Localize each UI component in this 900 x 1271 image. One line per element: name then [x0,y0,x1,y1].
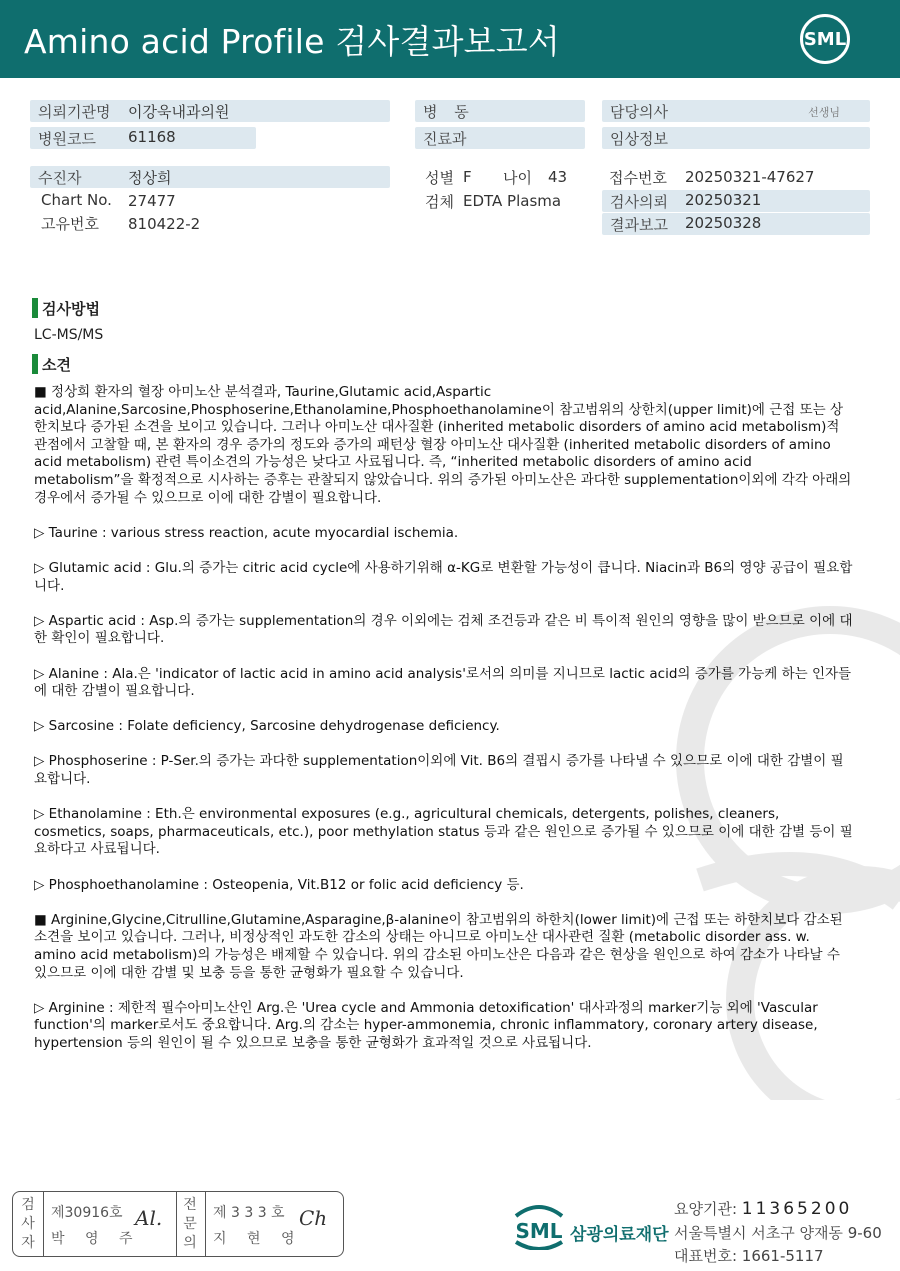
findings-heading: 소견 [32,354,71,374]
hospital-code-value: 61168 [128,128,176,146]
unique-no-label: 고유번호 [41,215,99,233]
org-code-line [674,1198,852,1219]
sml-logo-icon [800,14,850,64]
findings-paragraph: ▷ Ethanolamine : Eth.은 environmental exposures (e.g., agricultural chemicals, detergents, polishes, cleaners, cosmetics, soaps, pharmaceuticals, etc.), poor methylation status 등과 같은 원인으로 증가될 수 있으므로 이에 대한 감별 등이 필요하다고 사료됩니다. [34,806,853,858]
specialist-license: 제 3 3 3 호 [213,1205,285,1221]
clinical-info-label: 임상정보 [610,130,668,148]
request-date-field [602,190,870,212]
chart-no-value: 27477 [128,192,176,210]
examiner-license: 제30916호 [51,1205,123,1221]
report-date-field [602,213,870,235]
request-date-value: 20250321 [685,191,762,209]
findings-paragraph: ▷ Phosphoethanolamine : Osteopenia, Vit.B12 or folic acid deficiency 등. [34,876,524,893]
doctor-suffix: 선생님 [808,106,840,119]
findings-paragraph: ▷ Phosphoserine : P-Ser.의 증가는 과다한 supplementation이외에 Vit. B6의 결핍시 증가를 나타낼 수 있으므로 이에 대한 감별이 필요합니다. [34,753,844,788]
findings-body [34,384,854,1053]
patient-value: 정상희 [128,169,172,187]
receipt-no-label: 접수번호 [609,169,667,187]
examiner-title-char: 검 [21,1197,35,1213]
findings-paragraph: ▷ Taurine : various stress reaction, acute myocardial ischemia. [34,524,459,541]
request-date-label: 검사의뢰 [610,193,668,211]
institution-label: 의뢰기관명 [38,103,111,121]
specialist-signature: Ch [299,1206,328,1230]
findings-paragraph: ■ 정상희 환자의 혈장 아미노산 분석결과, Taurine,Glutamic acid,Aspartic acid,Alanine,Sarcosine,Phosphoserine,Ethanolamine,Phosphoethanolamine이 참고범위의 상한치(upper limit)에 근접 또는 상한치보다 증가된 소견을 보이고 있습니다. 그러나 아미노산 대사질환 (inherited metabolic disorders of amino acid metabolism)적 관점에서 고찰할 때, 본 환자의 경우 증가의 정도와 증가의 패턴상 혈장 아미노산 대사질환 (inherited metabolic disorders of amino acid metabolism) 관련 특이소견의 가능성은 낮다고 사료됩니다. 즉, “inherited metabolic disorders of amino acid metabolism”을 확정적으로 시사하는 증후는 관찰되지 않았습니다. 위의 증가된 아미노산은 과다한 supplementation이외에 각각 아래의 경우에서 증가될 수 있으므로 이에 대한 감별이 필요합니다. [34,384,852,506]
department-label: 진료과 [423,130,467,148]
report-header [0,0,900,78]
sml-foundation-logo-icon [510,1202,568,1250]
age-label: 나이 [503,169,532,187]
specialist-title-char: 전 [183,1197,197,1213]
org-phone-line [674,1245,824,1266]
org-phone-label: 대표번호: [674,1247,738,1265]
org-phone: 1661-5117 [741,1247,824,1265]
sex-value: F [463,168,472,186]
divider [205,1192,206,1256]
org-code: 11365200 [741,1199,853,1219]
report-date-value: 20250328 [685,214,762,232]
examiner-title-char: 사 [21,1216,35,1232]
examiner-signature: Al. [135,1206,163,1230]
patient-label: 수진자 [38,169,82,187]
logo-text: SML [803,29,847,50]
examiner-title [17,1196,39,1253]
findings-paragraph: ▷ Glutamic acid : Glu.의 증가는 citric acid cycle에 사용하기위해 α-KG로 변환할 가능성이 큽니다. Niacin과 B6의 영양 공급이 필요합니다. [34,559,853,594]
doctor-label: 담당의사 [610,103,668,121]
findings-paragraph: ▷ Arginine : 제한적 필수아미노산인 Arg.은 'Urea cycle and Ammonia detoxification' 대사과정의 marker기능 외에 'Vascular function'의 marker로서도 중요합니다. Arg.의 감소는 hyper-ammonemia, chronic inflammatory, coronary artery disease, hypertension 등의 원인이 될 수 있으므로 보충을 통한 균형화가 효과적일 것으로 사료됩니다. [34,999,818,1051]
department-field [415,127,585,149]
method-value: LC-MS/MS [34,327,104,343]
report-title: Amino acid Profile 검사결과보고서 [24,22,560,61]
examiner-title-char: 자 [21,1235,35,1251]
org-code-label: 요양기관: [674,1200,738,1218]
ward-label: 병 동 [423,103,475,121]
clinical-info-field [602,127,870,149]
org-logo-text: SML [515,1219,563,1243]
chart-no-label: Chart No. [41,191,112,209]
findings-paragraph: ▷ Sarcosine : Folate deficiency, Sarcosine dehydrogenase deficiency. [34,718,500,735]
specialist-title-char: 문 [183,1216,197,1232]
divider [176,1192,177,1256]
patient-field [30,166,390,188]
findings-paragraph: ■ Arginine,Glycine,Citrulline,Glutamine,Asparagine,β-alanine이 참고범위의 하한치(lower limit)에 근접 또는 하한치보다 감소된 소견을 보이고 있습니다. 그러나, 비정상적인 과도한 감소의 상태는 아니므로 아미노산 대사관련 질환 (metabolic disorder ass. w. amino acid metabolism)의 가능성은 배제할 수 있습니다. 위의 감소된 아미노산은 다음과 같은 현상을 원인으로 하여 감소가 나타날 수 있으므로 이에 대한 감별 및 보충 등을 통한 균형화가 필요할 수 있습니다. [34,911,843,981]
method-heading: 검사방법 [32,298,100,318]
receipt-no-value: 20250321-47627 [685,168,815,186]
specialist-title [179,1196,201,1253]
unique-no-value: 810422-2 [128,215,201,233]
institution-value: 이강욱내과의원 [128,103,230,121]
sex-label: 성별 [425,169,454,187]
age-value: 43 [548,168,568,186]
specimen-label: 검체 [425,193,454,211]
specialist-name: 지 현 영 [213,1231,303,1247]
hospital-code-field [30,127,256,149]
hospital-code-label: 병원코드 [38,130,96,148]
specialist-title-char: 의 [183,1235,197,1251]
specimen-value: EDTA Plasma [463,192,562,210]
org-address: 서울특별시 서초구 양재동 9-60 [674,1224,882,1242]
examiner-name: 박 영 주 [51,1231,141,1247]
signature-box [12,1191,344,1257]
findings-paragraph: ▷ Aspartic acid : Asp.의 증가는 supplementation의 경우 이외에는 검체 조건등과 같은 비 특이적 원인의 영향을 많이 받으므로 이에 대한 확인이 필요합니다. [34,612,853,647]
report-date-label: 결과보고 [610,216,668,234]
findings-paragraph: ▷ Alanine : Ala.은 'indicator of lactic acid in amino acid analysis'로서의 의미를 지니므로 lactic acid의 증가를 가능케 하는 인자들에 대한 감별이 필요합니다. [34,665,852,700]
institution-field [30,100,390,122]
org-name: 삼광의료재단 [570,1225,669,1245]
divider [43,1192,44,1256]
ward-field [415,100,585,122]
doctor-field [602,100,870,122]
